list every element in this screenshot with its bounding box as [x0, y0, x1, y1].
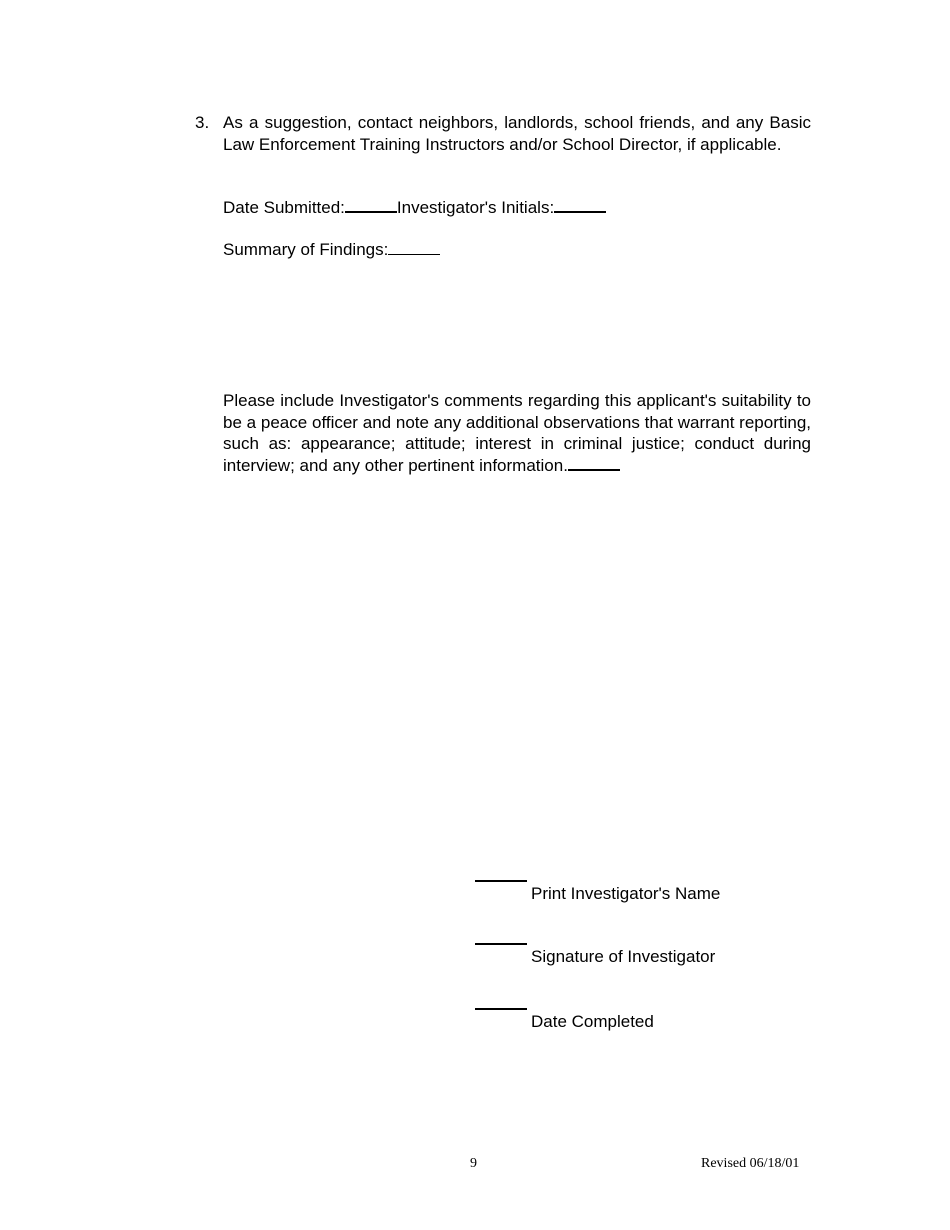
signature-label: Signature of Investigator: [531, 947, 716, 966]
investigator-initials-field[interactable]: [554, 197, 606, 213]
summary-of-findings-label: Summary of Findings:: [223, 240, 389, 259]
print-name-label: Print Investigator's Name: [531, 884, 721, 903]
summary-row: [223, 239, 440, 260]
date-submitted-field[interactable]: [345, 197, 397, 213]
item-number: 3.: [195, 113, 210, 132]
item-instruction-text: As a suggestion, contact neighbors, landlords, school friends, and any Basic Law Enforcement Training Instructors and/or School Director, if applicable.: [223, 113, 811, 154]
signature-field[interactable]: [475, 943, 527, 945]
investigator-comments-paragraph: [223, 390, 811, 476]
date-completed-field[interactable]: [475, 1008, 527, 1010]
page-number: 9: [470, 1156, 477, 1171]
revision-date: Revised 06/18/01: [701, 1156, 800, 1171]
date-submitted-label: Date Submitted:: [223, 198, 345, 217]
date-completed-label: Date Completed: [531, 1012, 654, 1031]
summary-of-findings-field[interactable]: [388, 240, 440, 255]
comments-field[interactable]: [568, 455, 620, 471]
date-initials-row: [223, 197, 606, 218]
comments-text: Please include Investigator's comments regarding this applicant's suitability to be a peace officer and note any additional observations that warrant reporting, such as: appearance; attitude; interest in criminal justice; conduct during interview; and any other pertinent information.: [223, 391, 811, 475]
print-name-field[interactable]: [475, 880, 527, 882]
investigator-initials-label: Investigator's Initials:: [396, 198, 555, 217]
